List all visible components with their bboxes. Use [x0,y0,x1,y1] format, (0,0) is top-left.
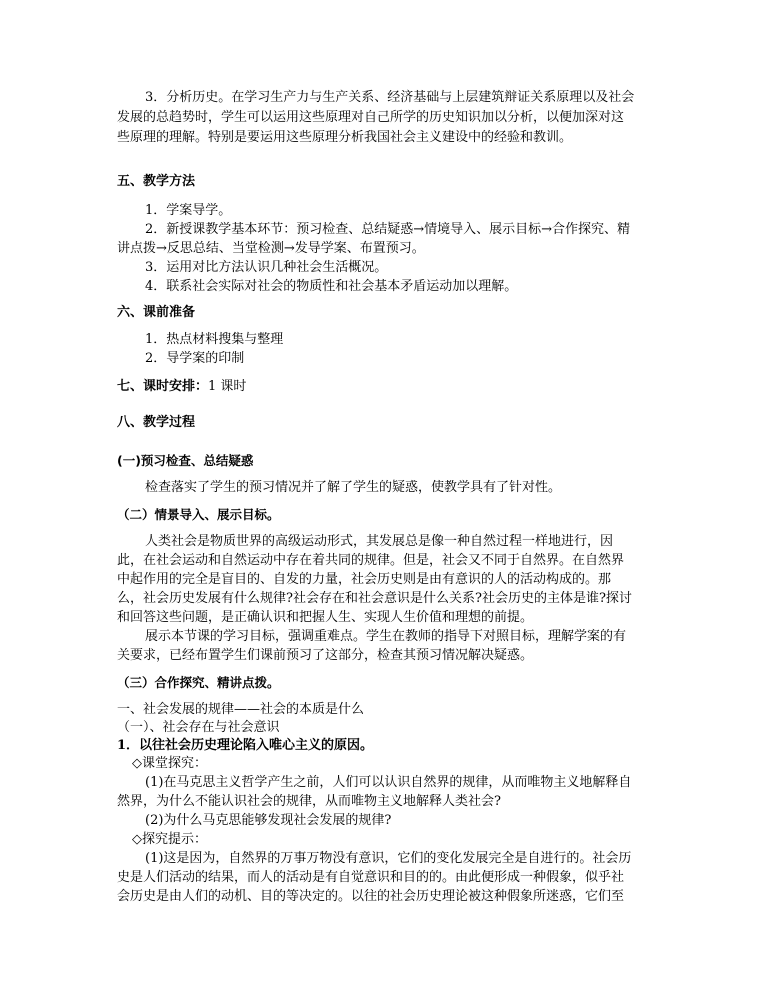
part1-text: 检查落实了学生的预习情况并了解了学生的疑惑，使教学具有了针对性。 [145,480,562,495]
part2-para2-line1: 展示本节课的学习目标，强调重难点。学生在教师的指导下对照目标，理解学案的有 [145,629,627,644]
hint-label: ◇探究提示： [132,832,207,847]
part2-para1-line2: 此，在社会运动和自然运动中存在着共同的规律。但是，社会又不同于自然界。在自然界 [117,553,625,568]
explore-label: ◇课堂探究： [132,756,207,771]
answer-1-line2: 史是人们活动的结果，而人的活动是有自觉意识和目的的。由此便形成一种假象，似乎社 [117,870,625,885]
answer-1-line1: (1)这是因为，自然界的万事万物没有意识，它们的变化发展完全是自进行的。社会历 [145,851,632,866]
subtopic-heading: （一）、社会存在与社会意识 [117,720,280,735]
sec3-item3-line1: 3．分析历史。在学习生产力与生产关系、经济基础与上层建筑辩证关系原理以及社会 [145,90,635,105]
method-item-2-line2: 讲点拨→反思总结、当堂检测→发导学案、布置预习。 [117,241,425,256]
part2-para1-line3: 中起作用的完全是盲目的、自发的力量，社会历史则是由有意识的人的活动构成的。那 [117,572,612,587]
method-item-2-line1: 2．新授课教学基本环节：预习检查、总结疑惑→情境导入、展示目标→合作探究、精 [145,222,631,237]
part3-title: （三）合作探究、精讲点拨。 [117,675,280,690]
method-item-1: 1．学案导学。 [145,203,232,218]
part2-para1-line1: 人类社会是物质世界的高级运动形式，其发展总是像一种自然过程一样地进行，因 [145,534,614,549]
section-heading-preparation: 六、课前准备 [117,305,196,320]
part2-para1-line4: 么，社会历史发展有什么规律?社会存在和社会意识是什么关系?社会历史的主体是谁?探讨 [117,591,632,606]
sec3-item3-line3: 些原理的理解。特别是要运用这些原理分析我国社会主义建设中的经验和教训。 [117,130,573,145]
section-heading-schedule [117,378,246,396]
part2-title: （二）情景导入、展示目标。 [117,507,280,522]
sec3-item3-line2: 发展的总趋势时，学生可以运用这些原理对自己所学的历史知识加以分析，以便加深对这 [117,110,625,125]
part2-para1-line5: 和回答这些问题，是正确认识和把握人生、实现人生价值和理想的前提。 [117,610,534,625]
answer-1-line3: 会历史是由人们的动机、目的等决定的。以往的社会历史理论被这种假象所迷惑，它们至 [117,889,625,904]
question-1-line2: 然界，为什么不能认识社会的规律，从而唯物主义地解释人类社会? [117,794,501,809]
section-heading-teaching-process: 八、教学过程 [117,415,196,430]
part2-para2-line2: 关要求，已经布置学生们课前预习了这部分，检查其预习情况解决疑惑。 [117,648,534,663]
schedule-value: 1 课时 [208,379,247,394]
question-2: (2)为什么马克思能够发现社会发展的规律? [145,813,392,828]
part1-title: (一)预习检查、总结疑惑 [117,453,254,468]
section-heading-teaching-methods: 五、教学方法 [117,174,196,189]
method-item-4: 4．联系社会实际对社会的物质性和社会基本矛盾运动加以理解。 [145,279,518,294]
method-item-3: 3．运用对比方法认识几种社会生活概况。 [145,260,388,275]
question-1-line1: (1)在马克思主义哲学产生之前，人们可以认识自然界的规律，从而唯物主义地解释自 [145,775,632,790]
schedule-label: 七、课时安排： [117,379,209,394]
topic-heading: 一、社会发展的规律——社会的本质是什么 [117,702,365,717]
point-1-heading: 1．以往社会历史理论陷入唯心主义的原因。 [117,738,374,753]
preparation-item-1: 1．热点材料搜集与整理 [145,332,284,347]
preparation-item-2: 2．导学案的印制 [145,351,245,366]
